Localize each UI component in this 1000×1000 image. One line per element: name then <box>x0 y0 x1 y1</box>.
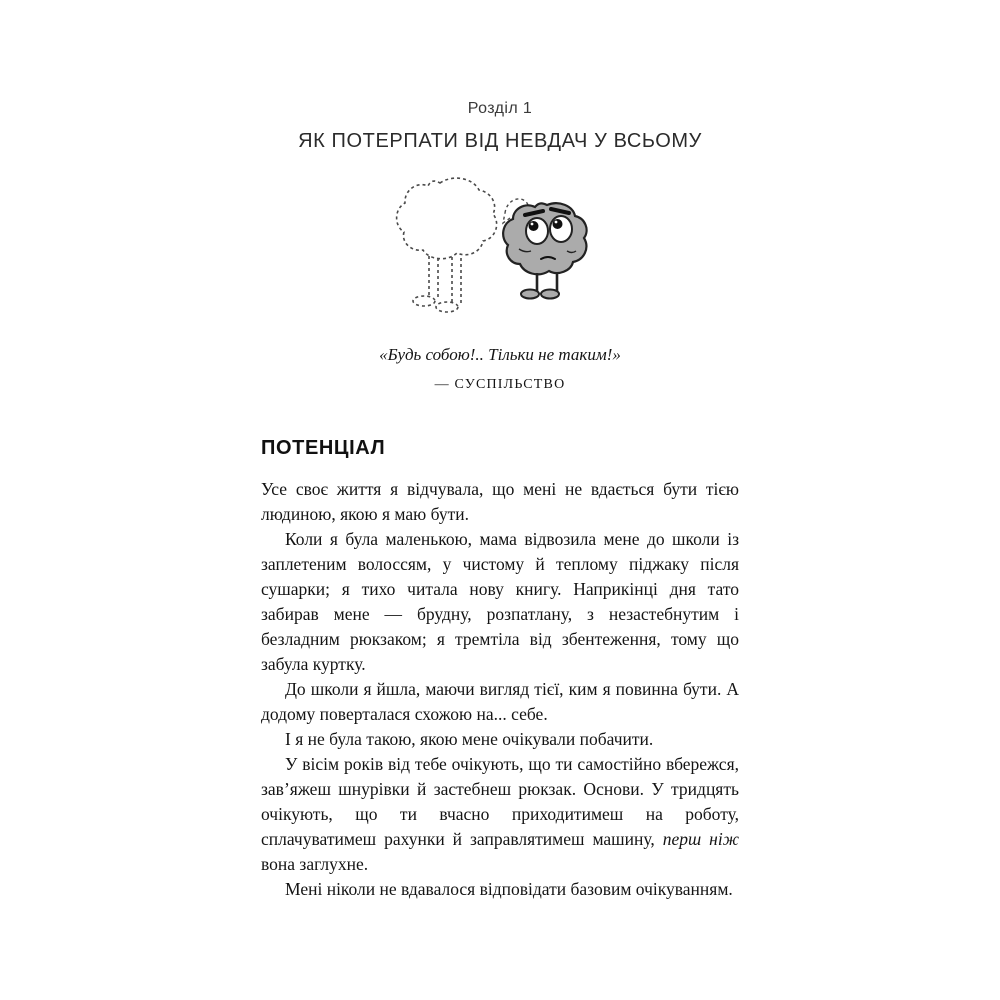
paragraph: До школи я йшла, маючи вигляд тієї, ким я повинна бути. А додому поверталася схожою на... себе. <box>261 678 739 724</box>
epigraph-quote: «Будь собою!.. Тільки не таким!» <box>379 345 621 364</box>
paragraph: Усе своє життя я відчувала, що мені не вдається бути тією людиною, якою я маю бути. <box>261 478 739 524</box>
paragraph-text: вона заглухне. <box>261 853 369 874</box>
epigraph-attribution: — СУСПІЛЬСТВО <box>434 377 566 392</box>
dotted-body-outline <box>397 178 497 259</box>
left-foot <box>521 290 539 299</box>
left-eye <box>526 218 548 244</box>
paragraph: І я не була такою, якою мене очікували побачити. <box>285 728 654 749</box>
page-content-column <box>261 0 739 902</box>
paragraph: Коли я була маленькою, мама відвозила мене до школи із заплетеним волоссям, у чистому й теплому піджаку після сушарки; я тихо читала нову книгу. Наприкінці дня тато забирав мене — брудну, розпатлану, з незастебнутим і безладним рюкзаком; я тремтіла від збентеження, тому що забула куртку. <box>261 528 739 674</box>
paragraph-text: У вісім років від тебе очікують, що ти самостійно вбережся, зав’яжеш шнурівки й застебнеш рюкзак. Основи. У тридцять очікують, що ти вчасно приходитимеш на роботу, сплачуватимеш рахунки й заправлятимеш машину, <box>261 753 739 849</box>
right-eye <box>550 216 572 242</box>
right-foot <box>541 290 559 299</box>
paragraph: Мені ніколи не вдавалося відповідати базовим очікуванням. <box>285 878 733 899</box>
paragraph <box>261 752 739 877</box>
chapter-label: Розділ 1 <box>467 100 533 117</box>
section-heading: ПОТЕНЦІАЛ <box>261 437 386 459</box>
brain-character-illustration <box>385 171 615 326</box>
chapter-title: ЯК ПОТЕРПАТИ ВІД НЕВДАЧ У ВСЬОМУ <box>298 130 702 152</box>
paragraph-italic-phrase: перш ніж <box>662 828 739 849</box>
body-text <box>261 477 739 902</box>
illustration <box>261 171 739 331</box>
